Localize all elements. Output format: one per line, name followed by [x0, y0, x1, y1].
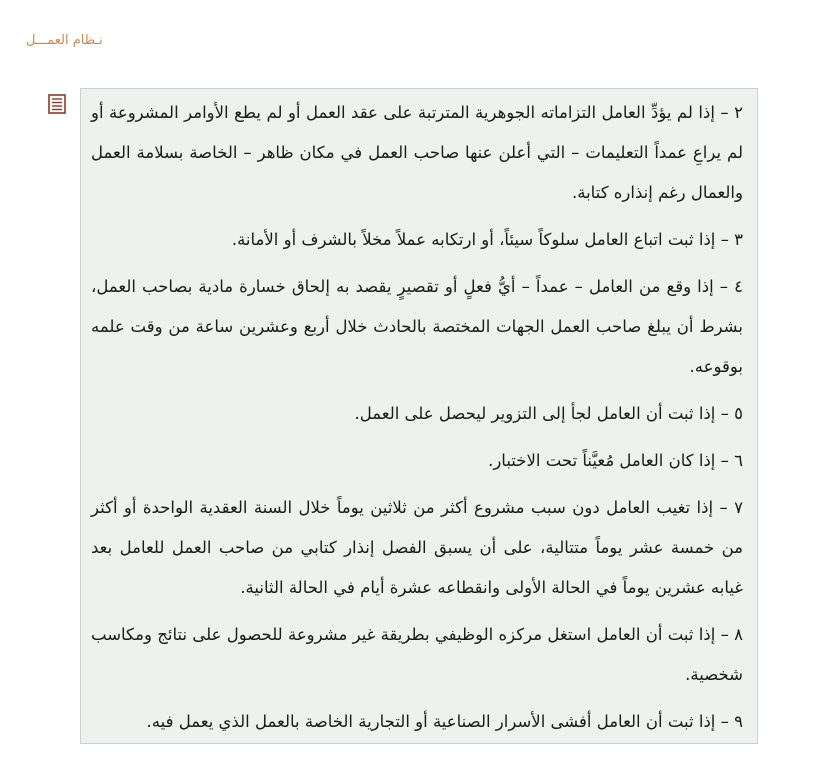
- document-list-icon[interactable]: [48, 94, 66, 114]
- clause-paragraph-7: ٧ – إذا تغيب العامل دون سبب مشروع أكثر من ثلاثين يوماً خلال السنة العقدية الواحدة أو أكثر من خمسة عشر يوماً متتالية، على أن يسبق الفصل إنذار كتابي من صاحب العمل للعامل بعد غيابه عشرين يوماً في الحالة الأولى وانقطاعه عشرة أيام في الحالة الثانية.: [91, 498, 743, 597]
- clause-paragraph-8: ٨ – إذا ثبت أن العامل استغل مركزه الوظيفي بطريقة غير مشروعة للحصول على نتائج ومكاسب شخصية.: [91, 625, 743, 684]
- clause-paragraph-5: ٥ – إذا ثبت أن العامل لجأ إلى التزوير ليحصل على العمل.: [354, 404, 743, 423]
- clause-paragraph-6: ٦ – إذا كان العامل مُعيَّناً تحت الاختبار.: [488, 451, 743, 470]
- clause-paragraph-2: ٢ – إذا لم يؤدِّ العامل التزاماته الجوهرية المترتبة على عقد العمل أو لم يطع الأوامر المشروعة أو لم يراعِ عمداً التعليمات – التي أعلن عنها صاحب العمل في مكان ظاهر – الخاصة بسلامة العمل والعمال رغم إنذاره كتابة.: [91, 103, 743, 202]
- clause-paragraph-4: ٤ – إذا وقع من العامل – عمداً – أيُّ فعلٍ أو تقصيرٍ يقصد به إلحاق خسارة مادية بصاحب العمل، بشرط أن يبلغ صاحب العمل الجهات المختصة بالحادث خلال أربع وعشرين ساعة من وقت علمه بوقوعه.: [91, 277, 743, 376]
- article-content-box: [80, 88, 758, 744]
- page-header-title: نـظام العمـــل: [26, 33, 103, 48]
- clause-paragraph-9: ٩ – إذا ثبت أن العامل أفشى الأسرار الصناعية أو التجارية الخاصة بالعمل الذي يعمل فيه.: [146, 712, 743, 731]
- clause-paragraph-3: ٣ – إذا ثبت اتباع العامل سلوكاً سيئاً، أو ارتكابه عملاً مخلاً بالشرف أو الأمانة.: [231, 230, 743, 249]
